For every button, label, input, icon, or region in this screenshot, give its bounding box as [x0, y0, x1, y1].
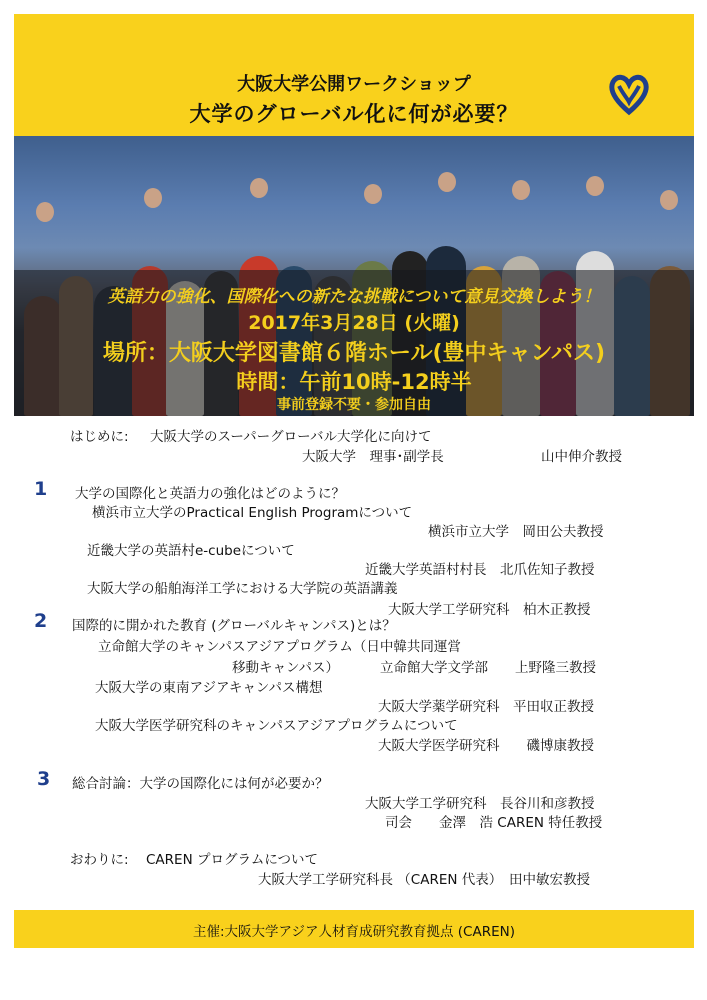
section-1-talk-1-speaker: 横浜市立大学 岡田公夫教授	[428, 524, 604, 540]
section-2-talk-3-speaker: 大阪大学医学研究科 磯博康教授	[378, 738, 594, 754]
closing-topic: CAREN プログラムについて	[146, 852, 319, 868]
section-1-talk-2-topic: 近畿大学の英語村e-cubeについて	[87, 543, 295, 559]
event-title: 大阪大学公開ワークショップ	[237, 74, 471, 95]
section-2-talk-1-speaker: 立命館大学文学部 上野隆三教授	[380, 660, 596, 676]
section-1-title: 大学の国際化と英語力の強化はどのように？	[75, 486, 345, 502]
osaka-university-logo-icon	[605, 72, 653, 116]
organizer-text: 主催:大阪大学アジア人材育成研究教育拠点 (CAREN)	[192, 924, 515, 940]
event-date: 2017年3月28日 (火曜)	[248, 312, 460, 334]
event-time: 時間：午前10時-12時半	[236, 370, 472, 394]
section-2-talk-1-line-1: 立命館大学のキャンパスアジアプログラム（日中韓共同運営	[98, 639, 461, 655]
intro-label: はじめに:	[70, 429, 129, 445]
section-3-number: 3	[37, 768, 51, 790]
section-2-talk-2-topic: 大阪大学の東南アジアキャンパス構想	[95, 680, 323, 696]
intro-affiliation: 大阪大学 理事･副学長	[302, 449, 444, 465]
section-1-talk-2-speaker: 近畿大学英語村村長 北爪佐知子教授	[365, 562, 595, 578]
event-place: 場所：大阪大学図書館６階ホール(豊中キャンパス)	[102, 341, 606, 366]
section-2-talk-3-topic: 大阪大学医学研究科のキャンパスアジアプログラムについて	[95, 718, 458, 734]
event-tagline: 英語力の強化、国際化への新たな挑戦について意見交換しよう！	[107, 287, 601, 307]
section-2-title: 国際的に開かれた教育 (グローバルキャンパス)とは？	[72, 618, 396, 634]
event-subtitle: 大学のグローバル化に何が必要？	[189, 102, 519, 126]
section-3-title: 総合討論：大学の国際化には何が必要か？	[72, 776, 329, 792]
closing-label: おわりに:	[70, 852, 129, 868]
header-banner	[14, 14, 694, 136]
section-2-talk-1-line-2: 移動キャンパス）	[232, 660, 340, 676]
section-3-moderator: 司会 金澤 浩 CAREN 特任教授	[385, 815, 603, 831]
closing-speaker: 大阪大学工学研究科長 （CAREN 代表） 田中敏宏教授	[258, 872, 591, 888]
intro-speaker: 山中伸介教授	[541, 449, 622, 465]
section-2-number: 2	[34, 610, 48, 632]
section-1-talk-3-topic: 大阪大学の船舶海洋工学における大学院の英語講義	[87, 581, 398, 597]
section-1-talk-1-topic: 横浜市立大学のPractical English Programについて	[92, 505, 413, 521]
section-2-talk-2-speaker: 大阪大学薬学研究科 平田収正教授	[378, 699, 594, 715]
section-1-number: 1	[34, 478, 48, 500]
intro-topic: 大阪大学のスーパーグローバル大学化に向けて	[150, 429, 432, 445]
registration-note: 事前登録不要・参加自由	[277, 397, 431, 413]
section-1-talk-3-speaker: 大阪大学工学研究科 柏木正教授	[388, 602, 591, 618]
organizer-footer	[14, 910, 694, 948]
section-3-speaker: 大阪大学工学研究科 長谷川和彦教授	[365, 796, 595, 812]
